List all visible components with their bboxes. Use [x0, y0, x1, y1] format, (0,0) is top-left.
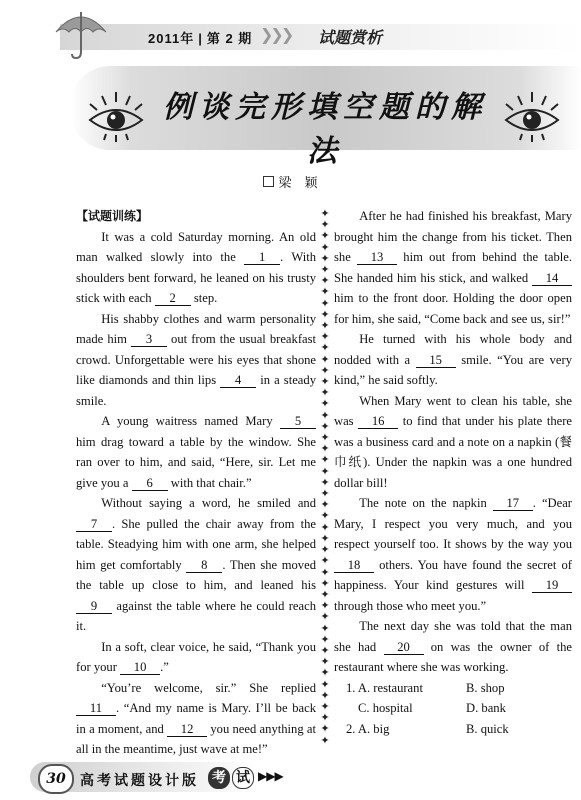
article-title: 例谈完形填空题的解法 [163, 90, 487, 169]
divider-star-icon: ✦ [320, 208, 330, 220]
divider-star-icon: ✦ [320, 722, 330, 736]
author-name: 梁 颖 [278, 176, 318, 191]
passage-paragraph: The next day she was told that the man she had 20 on was the owner of the restaurant where she was working. [334, 619, 572, 674]
answer-option: C. hospital [358, 701, 413, 715]
footer-arrow-icon: ▶▶▶ [258, 769, 283, 783]
passage-paragraph: His shabby clothes and warm personality made him 3 out from the usual breakfast crowd. Unforgettable were his eyes that shone like diamonds and thin lips 4 in a steady smile. [76, 311, 316, 408]
blank-9: 9 [76, 599, 112, 614]
eye-icon [84, 88, 148, 144]
divider-star-icon: ✦ [320, 610, 330, 624]
divider-star-icon: ✦ [320, 576, 330, 590]
divider-star-icon: ✦ [320, 419, 330, 433]
section-heading: 【试题训练】 [76, 209, 149, 223]
blank-20: 20 [384, 640, 424, 655]
divider-star-icon: ✦ [320, 319, 330, 333]
divider-star-icon: ✦ [320, 341, 330, 355]
passage-paragraph: After he had finished his breakfast, Mary brought him the change from his ticket. Then she 13 him out from behind the table. She handed him his stick, and walked 14 him to the front door. Holding the door open for him, she said, “Come back and see us, sir!” [334, 209, 573, 326]
blank-4: 4 [220, 373, 256, 388]
divider-star-icon: ✦ [320, 263, 330, 277]
divider-star-icon: ✦ [320, 397, 330, 411]
blank-14: 14 [532, 271, 572, 286]
divider-star-icon: ✦ [320, 363, 330, 377]
blank-10: 10 [120, 660, 160, 675]
passage-paragraph: When Mary went to clean his table, she was 16 to find that under his plate there was a business card and a note on a napkin (餐巾纸). Under the napkin was a one hundred dollar bill! [334, 393, 572, 490]
divider-star-icon: ✦ [320, 218, 330, 232]
divider-star-icon: ✦ [320, 711, 330, 725]
divider-star-icon: ✦ [320, 666, 330, 680]
square-icon [263, 176, 274, 187]
issue-year: 2011年 [148, 31, 195, 46]
divider-star-icon: ✦ [320, 330, 330, 344]
badge-kao: 考 [208, 767, 230, 789]
divider-star-icon: ✦ [320, 498, 330, 512]
divider-star-icon: ✦ [320, 733, 330, 747]
divider-star-icon: ✦ [320, 621, 330, 635]
eye-icon [500, 88, 564, 144]
divider-star-icon: ✦ [320, 554, 330, 568]
divider-star-icon: ✦ [320, 688, 330, 702]
right-column [334, 206, 572, 739]
divider-star-icon: ✦ [320, 352, 330, 366]
divider-star-icon: ✦ [320, 464, 330, 478]
answer-option: 1. A. restaurant [346, 680, 423, 695]
passage-paragraph: “You’re welcome, sir.” She replied 11 . “And my name is Mary. I’ll be back in a moment, and 12 you need anything at all in the meantime, just wave at me!” [76, 680, 316, 756]
badge-shi: 试 [232, 767, 254, 789]
blank-17: 17 [493, 496, 533, 511]
blank-7: 7 [76, 517, 112, 532]
answer-option: B. quick [466, 721, 509, 736]
blank-15: 15 [416, 353, 456, 368]
right-paragraphs [334, 206, 572, 678]
divider-star-icon: ✦ [320, 677, 330, 691]
issue-info: 2011年 | 第 2 期 [148, 31, 253, 46]
blank-18: 18 [334, 558, 374, 573]
blank-2: 2 [155, 291, 191, 306]
divider-star-icon: ✦ [320, 375, 330, 389]
blank-1: 1 [244, 250, 280, 265]
divider-star-icon: ✦ [320, 599, 330, 613]
column-divider [319, 208, 331, 756]
divider-star-icon: ✦ [320, 251, 330, 265]
answer-option: D. bank [466, 701, 506, 715]
divider-star-icon: ✦ [320, 296, 330, 310]
divider-star-icon: ✦ [320, 431, 330, 445]
divider-star-icon: ✦ [320, 307, 330, 321]
left-paragraphs [76, 227, 316, 760]
divider-star-icon: ✦ [320, 386, 330, 400]
divider-star-icon: ✦ [320, 475, 330, 489]
divider-star-icon: ✦ [320, 565, 330, 579]
passage-paragraph: A young waitress named Mary 5 him drag toward a table by the window. She ran over to him, and said, “Here, sir. Let me give you a 6 with that chair.” [76, 414, 316, 490]
divider-star-icon: ✦ [320, 274, 330, 288]
divider-star-icon: ✦ [320, 453, 330, 467]
blank-3: 3 [131, 332, 167, 347]
divider-star-icon: ✦ [320, 655, 330, 669]
answer-options [334, 678, 572, 740]
blank-13: 13 [357, 250, 397, 265]
divider-star-icon: ✦ [320, 408, 330, 422]
blank-16: 16 [358, 414, 398, 429]
divider-star-icon: ✦ [320, 240, 330, 254]
divider-star-icon: ✦ [320, 520, 330, 534]
divider-star-icon: ✦ [320, 531, 330, 545]
left-column [76, 206, 316, 760]
answer-option: B. shop [466, 680, 505, 695]
passage-paragraph: It was a cold Saturday morning. An old man walked slowly into the 1 . With shoulders bent forward, he leaned on his trusty stick with each 2 step. [76, 229, 317, 305]
divider-star-icon: ✦ [320, 632, 330, 646]
divider-star-icon: ✦ [320, 587, 330, 601]
blank-5: 5 [280, 414, 316, 429]
umbrella-icon [52, 8, 110, 60]
divider-star-icon: ✦ [320, 229, 330, 243]
blank-6: 6 [132, 476, 168, 491]
kaoshi-badge [208, 767, 256, 789]
divider-star-icon: ✦ [320, 543, 330, 557]
answer-option: 2. A. big [346, 721, 390, 736]
divider-star-icon: ✦ [320, 487, 330, 501]
passage-paragraph: Without saying a word, he smiled and 7 . She pulled the chair away from the table. Steadying him with one arm, she helped him get comfortably 8 . Then she moved the table up close to him, and leaned his 9 against the table where he could reach it. [76, 496, 316, 633]
blank-8: 8 [186, 558, 222, 573]
divider-star-icon: ✦ [320, 285, 330, 299]
divider-star-icon: ✦ [320, 699, 330, 713]
author-line [0, 172, 581, 191]
passage-paragraph: He turned with his whole body and nodded with a 15 smile. “You are very kind,” he said softly. [334, 332, 573, 387]
page-number: 30 [38, 764, 74, 794]
passage-paragraph: The note on the napkin 17 . “Dear Mary, I respect you very much, and you respect yourself too. It shows by the way you 18 others. You have found the secret of happiness. Your kind gestures will 19 through those who meet you.” [334, 496, 573, 613]
magazine-name: 高考试题设计版 [80, 773, 199, 789]
blank-12: 12 [167, 722, 207, 737]
blank-11: 11 [76, 701, 116, 716]
issue-number: 第 2 期 [206, 31, 253, 46]
column-name: 试题赏析 [318, 28, 383, 47]
divider-star-icon: ✦ [320, 442, 330, 456]
blank-19: 19 [532, 578, 572, 593]
divider-star-icon: ✦ [320, 643, 330, 657]
header-chevron-icon: ❯❯❯ [260, 25, 292, 44]
passage-paragraph: In a soft, clear voice, he said, “Thank you for your 10 .” [76, 639, 316, 674]
divider-star-icon: ✦ [320, 509, 330, 523]
